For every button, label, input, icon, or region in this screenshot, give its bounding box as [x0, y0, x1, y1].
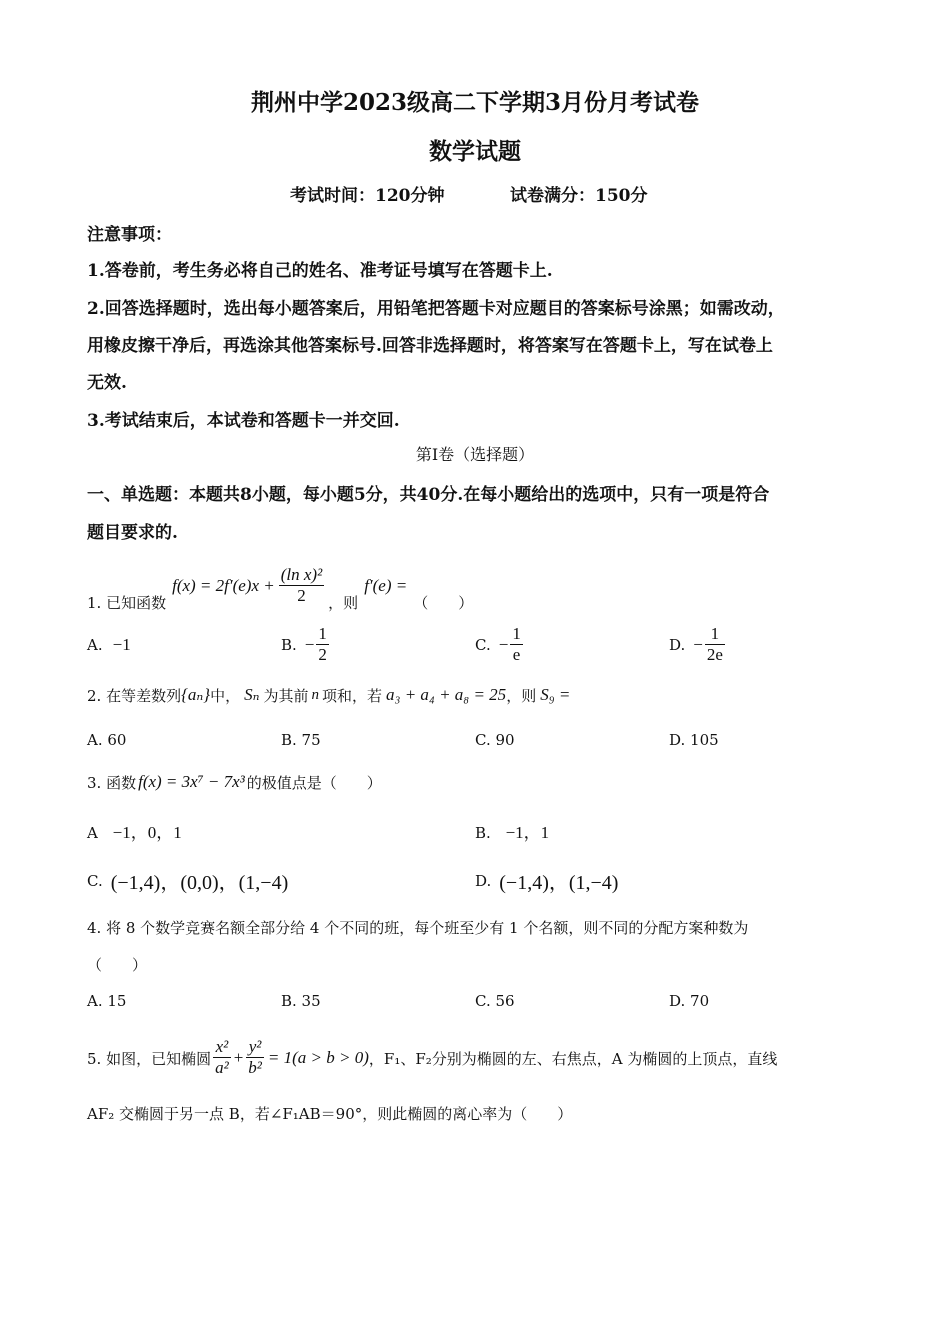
- q1-fraction-numerator: (ln x)²: [280, 565, 323, 585]
- q3-option-c: [87, 866, 288, 895]
- q2-n: n: [311, 686, 320, 703]
- q2-text-3: 项和，若: [322, 686, 383, 705]
- q2-s9: S₉ =: [540, 685, 571, 704]
- q5-equation-tail: = 1(a > b > 0): [267, 1048, 369, 1067]
- q3-option-b-value: −1，1: [505, 823, 550, 842]
- q5-y-fraction: [246, 1038, 264, 1077]
- q1-option-b-sign: −: [304, 635, 315, 654]
- exam-score: 试卷满分：150分: [510, 186, 648, 206]
- q3-option-c-label: C.: [87, 871, 103, 890]
- notice-item-3: 3.考试结束后，本试卷和答题卡一并交回.: [87, 411, 400, 431]
- q1-option-b-fraction: [316, 625, 329, 664]
- section-desc-line-2: 题目要求的.: [87, 523, 178, 543]
- q5-prefix: 5. 如图，已知椭圆: [87, 1049, 212, 1068]
- q1-option-b-denominator: 2: [318, 645, 327, 665]
- question-3: [87, 769, 382, 795]
- notice-item-2-line-1: 2.回答选择题时，选出每小题答案后，用铅笔把答题卡对应题目的答案标号涂黑；如需改动，: [87, 299, 785, 319]
- question-2: [87, 682, 570, 708]
- question-4-line-2: （ ）: [87, 956, 148, 974]
- q1-option-b: [281, 622, 329, 668]
- q4-option-a: A. 15: [87, 992, 127, 1010]
- q3-option-d-label: D.: [475, 871, 492, 890]
- q3-option-b: [475, 818, 549, 843]
- section-part-title: 第Ⅰ卷（选择题）: [415, 445, 535, 464]
- q1-option-d-numerator: 1: [710, 624, 720, 644]
- q5-x-denominator: a²: [215, 1058, 229, 1078]
- q1-option-c-sign: −: [498, 635, 509, 654]
- q3-option-a: [87, 818, 182, 843]
- exam-title: 荆州中学2023级高二下学期3月份月考试卷: [250, 89, 700, 116]
- q1-option-c-label: C.: [475, 636, 491, 654]
- q1-option-b-numerator: 1: [318, 624, 327, 644]
- q3-option-a-label: A: [87, 824, 98, 842]
- notice-item-2-line-3: 无效.: [87, 373, 127, 393]
- q1-ask: f′(e) =: [364, 576, 408, 595]
- q3-option-a-value: −1，0，1: [112, 823, 182, 842]
- question-5-line-2: AF₂ 交椭圆于另一点 B，若∠F₁AB＝90°，则此椭圆的离心率为（ ）: [87, 1105, 573, 1123]
- section-desc-line-1: 一、单选题：本题共8小题，每小题5分，共40分.在每小题给出的选项中，只有一项是符合: [87, 485, 770, 505]
- q3-function: f(x) = 3x⁷ − 7x³: [138, 772, 245, 791]
- notice-heading: 注意事项：: [87, 225, 172, 245]
- q2-text-4: ，则: [506, 686, 537, 705]
- q1-prefix: 1. 已知函数: [87, 593, 167, 612]
- q1-option-a-value: −1: [112, 635, 131, 654]
- q4-option-d: D. 70: [669, 992, 710, 1010]
- q2-condition: a₃ + a₄ + a₈ = 25: [386, 685, 507, 704]
- q3-prefix: 3. 函数: [87, 773, 137, 792]
- q1-blank: （ ）: [413, 593, 474, 612]
- q1-option-c-denominator: e: [510, 644, 523, 665]
- q5-plus: +: [233, 1048, 244, 1067]
- q1-fraction-denominator: 2: [279, 585, 324, 606]
- question-5: [87, 1030, 777, 1086]
- q2-option-a: A. 60: [87, 731, 127, 749]
- q1-option-c: [475, 622, 523, 668]
- q3-option-d: [475, 866, 618, 895]
- q1-function-fraction: [279, 566, 324, 605]
- q1-option-c-numerator: 1: [512, 624, 521, 644]
- q1-option-d-sign: −: [693, 635, 703, 654]
- question-4-line-1: 4. 将 8 个数学竞赛名额全部分给 4 个不同的班，每个班至少有 1 个名额，则不同的分配方案种数为: [87, 919, 749, 937]
- notice-item-1: 1.答卷前，考生务必将自己的姓名、准考证号填写在答题卡上.: [87, 261, 553, 281]
- q5-x-numerator: x²: [215, 1037, 229, 1057]
- q1-option-c-fraction: [510, 625, 523, 664]
- q3-option-b-label: B.: [475, 824, 491, 842]
- q2-sn: Sₙ: [244, 685, 260, 704]
- q2-option-d: D. 105: [669, 731, 719, 749]
- q3-option-c-value: (−1,4)，(0,0)，(1,−4): [110, 872, 289, 894]
- q1-option-d-denominator: 2e: [706, 645, 723, 665]
- q2-option-b: B. 75: [281, 731, 321, 749]
- q2-sequence: {aₙ}: [181, 685, 211, 704]
- q1-option-b-label: B.: [281, 636, 297, 654]
- q4-option-b: B. 35: [281, 992, 321, 1010]
- q1-option-d: [669, 622, 725, 668]
- q2-option-c: C. 90: [475, 731, 515, 749]
- q2-prefix: 2. 在等差数列: [87, 686, 182, 705]
- q5-text-1: ，F₁、F₂分别为椭圆的左、右焦点，A 为椭圆的上顶点，直线: [368, 1049, 778, 1068]
- q5-y-denominator: b²: [248, 1058, 262, 1078]
- q2-text-1: 中，: [210, 686, 241, 705]
- q5-x-fraction: [213, 1038, 231, 1077]
- q3-suffix: 的极值点是（ ）: [246, 773, 382, 792]
- q2-text-2: 为其前: [263, 686, 309, 705]
- exam-time: 考试时间：120分钟: [290, 186, 445, 206]
- q1-option-a-label: A.: [87, 636, 103, 654]
- q1-function-lhs: f(x) = 2f′(e)x +: [172, 576, 275, 595]
- q1-option-d-fraction: [705, 625, 725, 664]
- q1-mid: ，则: [328, 593, 359, 612]
- exam-subtitle: 数学试题: [429, 138, 521, 165]
- q4-option-c: C. 56: [475, 992, 515, 1010]
- q5-y-numerator: y²: [248, 1037, 262, 1057]
- notice-item-2-line-2: 用橡皮擦干净后，再选涂其他答案标号.回答非选择题时，将答案写在答题卡上，写在试卷上: [87, 336, 773, 356]
- q1-option-d-label: D.: [669, 636, 686, 654]
- question-1: [87, 556, 473, 616]
- q1-option-a: [87, 622, 131, 668]
- q3-option-d-value: (−1,4)，(1,−4): [499, 872, 619, 894]
